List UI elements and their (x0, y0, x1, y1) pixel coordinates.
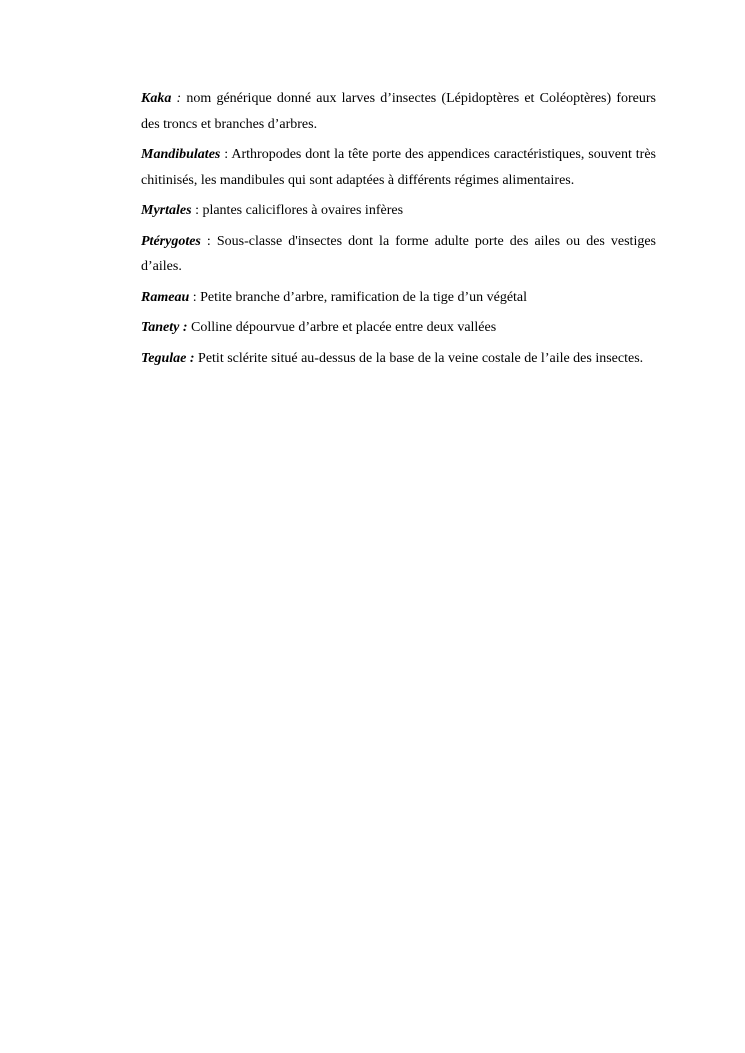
glossary-entry-kaka (141, 86, 656, 137)
glossary-term: Kaka (141, 91, 172, 106)
glossary-separator: : (191, 203, 199, 218)
glossary-definition: nom générique donné aux larves d’insectes (Lépidoptères et Coléoptères) foreurs des troncs et branches d’arbres. (141, 91, 656, 132)
glossary-entry-tanety (141, 315, 656, 341)
glossary-definition: Petit sclérite situé au-dessus de la base de la veine costale de l’aile des insectes. (194, 350, 644, 366)
glossary-term: Rameau (141, 289, 190, 305)
glossary-definition: Sous-classe d'insectes dont la forme adulte porte des ailes ou des vestiges d’ailes. (141, 233, 657, 274)
glossary-term: Myrtales (141, 203, 192, 218)
glossary-separator: : (200, 233, 211, 249)
glossary (141, 86, 656, 376)
glossary-term: Ptérygotes (141, 233, 201, 249)
glossary-definition: Arthropodes dont la tête porte des appendices caractéristiques, souvent très chitinisés, les mandibules qui sont adaptées à différents régimes alimentaires. (141, 147, 656, 188)
glossary-entry-mandibulates (141, 142, 656, 193)
glossary-entry-tegulae (141, 346, 656, 372)
glossary-separator: : (186, 350, 195, 366)
glossary-entry-myrtales (141, 198, 656, 224)
glossary-separator: : (220, 147, 229, 162)
glossary-separator: : (189, 289, 197, 305)
glossary-separator: : (171, 91, 182, 106)
glossary-definition: Petite branche d’arbre, ramification de la tige d’un végétal (196, 289, 528, 305)
glossary-definition: plantes caliciflores à ovaires infères (198, 203, 404, 218)
glossary-definition: Colline dépourvue d’arbre et placée entre deux vallées (187, 320, 497, 335)
glossary-term: Tegulae (141, 350, 187, 366)
glossary-separator: : (179, 320, 188, 335)
glossary-entry-rameau (141, 285, 656, 311)
glossary-term: Tanety (141, 320, 180, 335)
glossary-term: Mandibulates (141, 147, 221, 162)
glossary-entry-pterygotes (141, 229, 656, 280)
